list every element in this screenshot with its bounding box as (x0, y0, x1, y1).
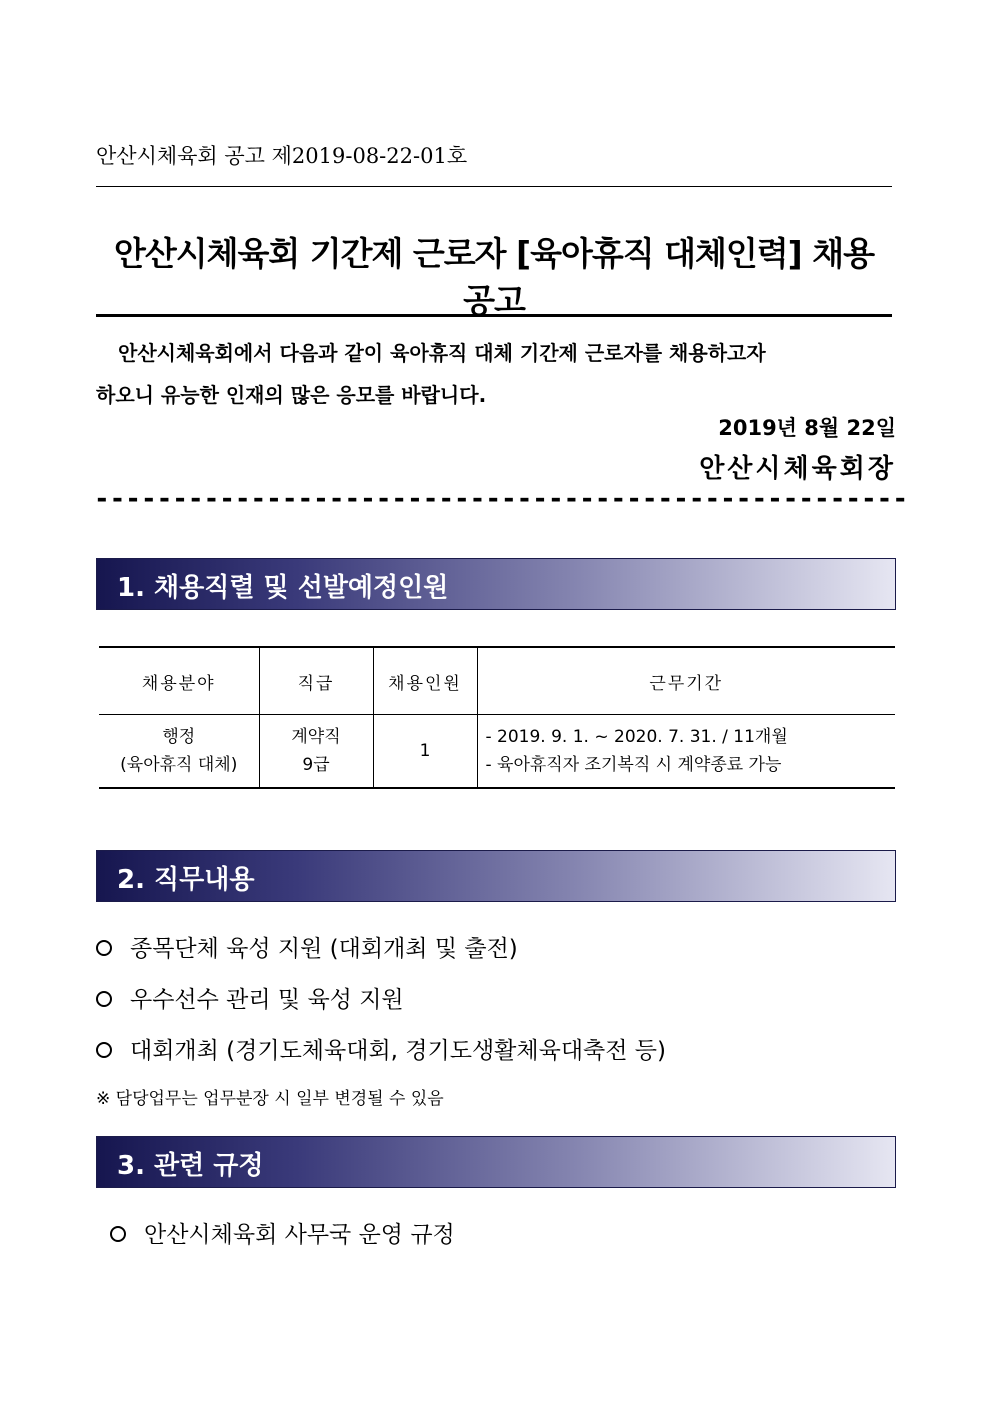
table-row (99, 715, 895, 789)
period-cell: - 2019. 9. 1. ~ 2020. 7. 31. / 11개월 - 육아휴직자 조기복직 시 계약종료 가능 (477, 715, 895, 789)
divider (96, 186, 892, 187)
intro-line-1: 안산시체육회에서 다음과 같이 육아휴직 대체 기간제 근로자를 채용하고자 (118, 341, 766, 365)
document-title: 안산시체육회 기간제 근로자 [육아휴직 대체인력] 채용 공고 (114, 234, 874, 320)
notice-date: 2019년 8월 22일 (718, 416, 896, 440)
column-header: 근무기간 (477, 647, 895, 715)
count-cell: 1 (373, 715, 477, 789)
field-cell: 행정 (육아휴직 대체) (99, 715, 259, 789)
section-2-title: 2. 직무내용 (117, 865, 255, 895)
recruitment-table (99, 646, 895, 789)
title-underline (96, 314, 892, 317)
list-item: 우수선수 관리 및 육성 지원 (96, 981, 404, 1014)
section-3-title: 3. 관련 규정 (117, 1151, 264, 1181)
section-3-header (96, 1136, 896, 1188)
issuer-name: 안산시체육회장 (699, 454, 896, 484)
list-item: 안산시체육회 사무국 운영 규정 (110, 1216, 455, 1249)
footnote: ※ 담당업무는 업무분장 시 일부 변경될 수 있음 (96, 1089, 444, 1109)
section-2-header (96, 850, 896, 902)
circle-bullet-icon (96, 1042, 112, 1058)
grade-cell: 계약직 9급 (259, 715, 373, 789)
circle-bullet-icon (96, 991, 112, 1007)
circle-bullet-icon (96, 940, 112, 956)
intro-paragraph (96, 332, 896, 416)
table-header-row (99, 647, 895, 715)
circle-bullet-icon (110, 1226, 126, 1242)
section-1-header (96, 558, 896, 610)
column-header: 직급 (259, 647, 373, 715)
intro-line-2: 하오니 유능한 인재의 많은 응모를 바랍니다. (96, 383, 487, 407)
notice-number: 안산시체육회 공고 제2019-08-22-01호 (96, 144, 468, 168)
list-item: 종목단체 육성 지원 (대회개최 및 출전) (96, 930, 518, 963)
column-header: 채용인원 (373, 647, 477, 715)
column-header: 채용분야 (99, 647, 259, 715)
section-1-title: 1. 채용직렬 및 선발예정인원 (117, 573, 449, 603)
dashed-separator: ---------------------------------------------------- (94, 484, 908, 514)
list-item: 대회개최 (경기도체육대회, 경기도생활체육대축전 등) (96, 1032, 666, 1065)
